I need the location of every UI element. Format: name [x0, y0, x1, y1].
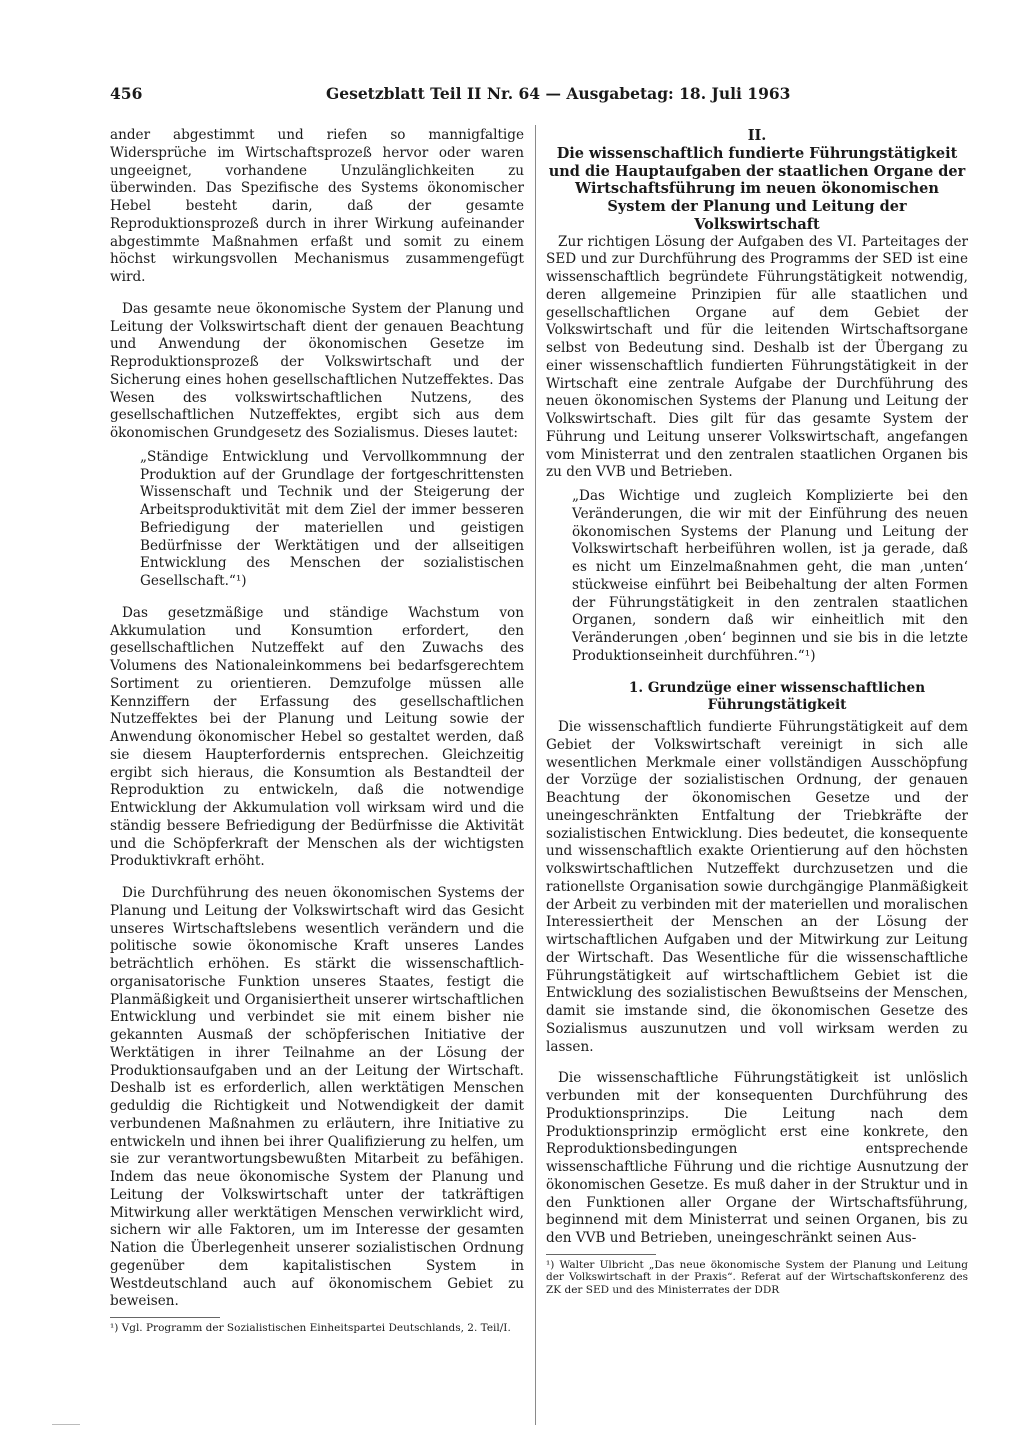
quotation: „Ständige Entwicklung und Vervollkommnung der Produktion auf der Grundlage der fortgeschrittensten Wissenschaft und Technik und der Steigerung der Arbeitsproduktivität mit dem Ziel der immer besseren Befriedigung der materiellen und geistigen Bedürfnisse der Werktätigen und der allseitigen Entwicklung des Menschen der sozialistischen Gesellschaft.“¹)	[140, 448, 524, 589]
paragraph: Das gesamte neue ökonomische System der Planung und Leitung der Volkswirtschaft dient der genauen Beachtung und Anwendung der ökonomischen Gesetze im Reproduktionsprozeß der Volkswirtschaft und der Sicherung eines hohen gesellschaftlichen Nutzeffektes. Das Wesen des volkswirtschaftlichen Nutzens, des gesellschaftlichen Nutzeffektes, ergibt sich aus dem ökonomischen Grundgesetz des Sozialismus. Dieses lautet:	[110, 300, 524, 441]
running-title: Gesetzblatt Teil II Nr. 64 — Ausgabetag: 18. Juli 1963	[326, 84, 791, 103]
footnote: ¹) Walter Ulbricht „Das neue ökonomische System der Planung und Leitung der Volkswirtschaft in der Praxis“. Referat auf der Wirtschaftskonferenz des ZK der SED und des Ministerrates der DDR	[546, 1258, 968, 1296]
footnote-divider	[546, 1254, 656, 1255]
footnote: ¹) Vgl. Programm der Sozialistischen Einheitspartei Deutschlands, 2. Teil/I.	[110, 1322, 511, 1334]
paragraph: Das gesetzmäßige und ständige Wachstum von Akkumulation und Konsumtion erfordert, den gesellschaftlichen Nutzeffekt auf den Zuwachs des Volumens des Nationaleinkommens bei bedarfsgerechtem Sortiment zu orientieren. Demzufolge müssen alle Kennziffern der Erfassung des gesellschaftlichen Nutzeffektes bei der Planung und Leitung sowie der Anwendung ökonomischer Hebel so gestaltet werden, daß sie diesem Haupterfordernis entsprechen. Gleichzeitig ergibt sich hieraus, die Konsumtion als Bestandteil der Reproduktion zu entwickeln, daß die notwendige Entwicklung der Akkumulation voll wirksam wird und die ständig bessere Befriedigung der Bedürfnisse die Aktivität und die Schöpferkraft der Menschen als der wichtigsten Produktivkraft erhöht.	[110, 604, 524, 870]
paragraph: Die wissenschaftlich fundierte Führungstätigkeit auf dem Gebiet der Volkswirtschaft vereinigt in sich alle wesentlichen Merkmale einer vollständigen Ausschöpfung der Vorzüge der sozialistischen Ordnung, der genauen Beachtung der ökonomischen Gesetze und der uneingeschränkten Entfaltung der Triebkräfte der sozialistischen Entwicklung. Dies bedeutet, die konsequente und wissenschaftlich exakte Orientierung auf den höchsten volkswirtschaftlichen Nutzeffekt durchzusetzen und die rationellste Organisation sowie durchgängige Planmäßigkeit der Arbeit zu verbinden mit der materiellen und moralischen Interessiertheit der Menschen an der Lösung der wirtschaftlichen Aufgaben und der Mitwirkung zur Leitung der Wirtschaft. Das Wesentliche für die wissenschaftliche Führungstätigkeit auf wirtschaftlichem Gebiet ist die Entwicklung des sozialistischen Bewußtseins der Menschen, damit sie imstande sind, die ökonomischen Gesetze des Sozialismus auszunutzen und voll wirksam werden zu lassen.	[546, 719, 968, 1055]
page-number: 456	[110, 84, 143, 103]
right-column	[546, 127, 968, 1296]
left-column	[110, 127, 524, 1335]
scan-mark	[52, 1424, 80, 1425]
paragraph: Die Durchführung des neuen ökonomischen Systems der Planung und Leitung der Volkswirtschaft wird das Gesicht unseres Wirtschaftslebens wesentlich verändern und die politische sowie ökonomische Kraft unseres Landes beträchtlich erhöhen. Es stärkt die wissenschaftlich-organisatorische Funktion unseres Staates, festigt die Planmäßigkeit und Organisiertheit unserer wirtschaftlichen Entwicklung und verbindet sie mit einem bisher nie gekannten Ausmaß der schöpferischen Initiative der Werktätigen in ihrer Teilnahme an der Lösung der Produktionsaufgaben und an der Leitung der Wirtschaft. Deshalb ist es erforderlich, allen werktätigen Menschen geduldig die Richtigkeit und Notwendigkeit der damit verbundenen Maßnahmen zu erläutern, ihre Initiative zu entwickeln und ihnen bei ihrer Qualifizierung zu helfen, um sie zur verantwortungsbewußten Mitarbeit zu befähigen. Indem das neue ökonomische System der Planung und Leitung der Volkswirtschaft unter der tatkräftigen Mitwirkung aller werktätigen Menschen verwirklicht wird, sichern wir alle Faktoren, um im Interesse der gesamten Nation die Überlegenheit unserer sozialistischen Ordnung gegenüber dem kapitalistischen System in Westdeutschland auch auf ökonomischem Gebiet zu beweisen.	[110, 885, 524, 1310]
section-title: Die wissenschaftlich fundierte Führungstätigkeit und die Hauptaufgaben der staatlichen Organe der Wirtschaftsführung im neuen ökonomischen System der Planung und Leitung der Volkswirtschaft	[548, 144, 966, 233]
footnote-divider	[110, 1317, 220, 1318]
paragraph: Zur richtigen Lösung der Aufgaben des VI. Parteitages der SED und zur Durchführung des Programms der SED ist eine wissenschaftlich begründete Führungstätigkeit notwendig, deren allgemeine Prinzipien für alle staatlichen und gesellschaftlichen Organe auf dem Gebiet der Volkswirtschaft und für die leitenden Wirtschaftsorgane selbst von Bedeutung sind. Deshalb ist der Übergang zu einer wissenschaftlich fundierten Führungstätigkeit in der Wirtschaft eine zentrale Aufgabe der Durchführung des neuen ökonomischen Systems der Planung und Leitung der Volkswirtschaft. Dies gilt für das gesamte System der Führung und Leitung unserer Volkswirtschaft, angefangen vom Ministerrat und den zentralen staatlichen Organen bis zu den VVB und Betrieben.	[546, 233, 968, 481]
section-number: II.	[747, 127, 767, 144]
paragraph: ander abgestimmt und riefen so mannigfaltige Widersprüche im Wirtschaftsprozeß hervor oder waren ungeeignet, vorhandene Unzulänglichkeiten zu überwinden. Das Spezifische des Systems ökonomischer Hebel besteht darin, daß der gesamte Reproduktionsprozeß durch in ihrer Wirkung aufeinander abgestimmte Maßnahmen erfaßt und somit zu einem höchst wirkungsvollen Mechanismus zusammengefügt wird.	[110, 127, 524, 285]
page-header	[110, 84, 970, 106]
column-divider	[535, 125, 536, 1425]
paragraph: Die wissenschaftliche Führungstätigkeit ist unlöslich verbunden mit der konsequenten Durchführung des Produktionsprinzips. Die Leitung nach dem Produktionsprinzip ermöglicht erst eine konkrete, den Reproduktionsbedingungen entsprechende wissenschaftliche Führung und die richtige Ausnutzung der ökonomischen Gesetze. Es muß daher in der Struktur und in den Funktionen aller Organe der Wirtschaftsführung, beginnend mit dem Ministerrat und seinen Organen, bis zu den VVB und Betrieben, uneingeschränkt seinen Aus-	[546, 1070, 968, 1246]
subsection-title: 1. Grundzüge einer wissenschaftlichen Führungstätigkeit	[628, 679, 926, 714]
quotation: „Das Wichtige und zugleich Komplizierte bei den Veränderungen, die wir mit der Einführung des neuen ökonomischen Systems der Planung und Leitung der Volkswirtschaft herbeiführen wollen, ist ja gerade, daß es nicht um Einzelmaßnahmen geht, die man ‚unten‘ stückweise einführt bei Beibehaltung der alten Formen der Führungstätigkeit in den zentralen staatlichen Organen, sondern daß wir einheitlich mit den Veränderungen ‚oben‘ beginnen und sie bis in die letzte Produktionseinheit durchführen.“¹)	[572, 488, 968, 664]
